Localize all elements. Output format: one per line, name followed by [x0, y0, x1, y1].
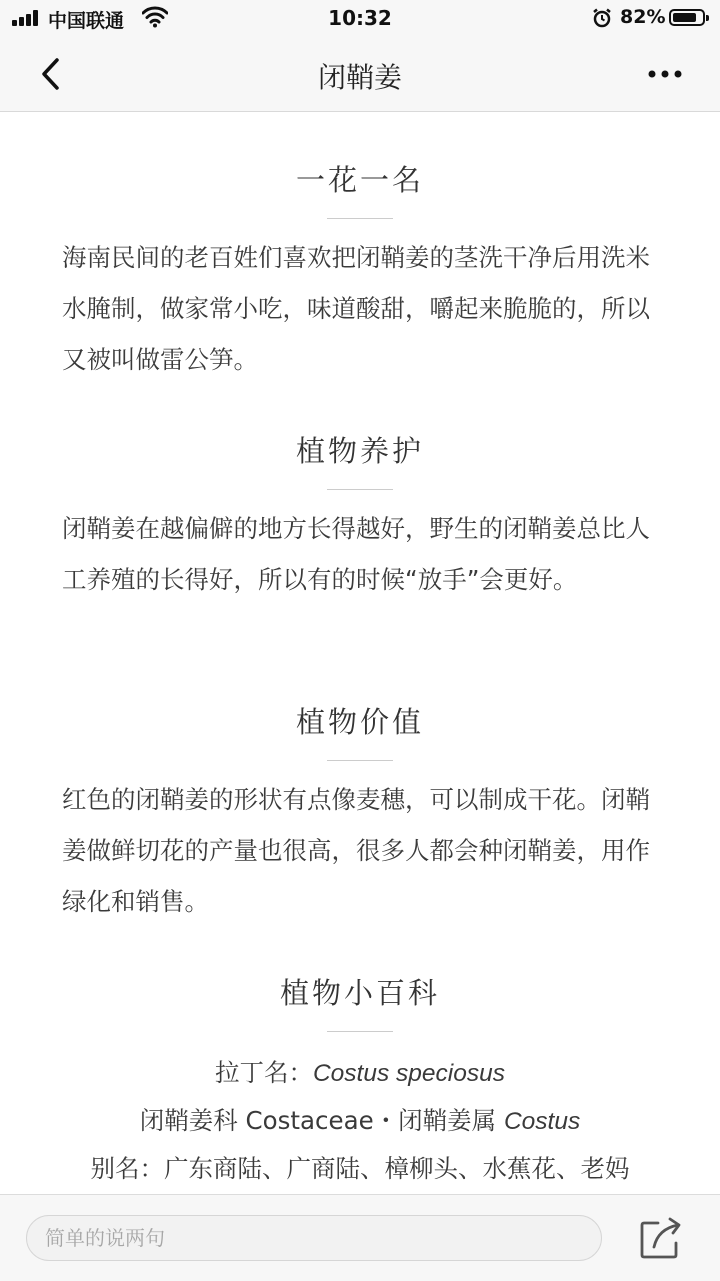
more-button[interactable] [640, 52, 690, 96]
carrier-name: 中国联通 [48, 10, 125, 32]
section-divider [327, 1031, 393, 1032]
section-paragraph: 海南民间的老百姓们喜欢把闭鞘姜的茎洗干净后用洗米水腌制，做家常小吃，味道酸甜，嚼起来脆脆的，所以又被叫做雷公笋。 [62, 243, 650, 374]
latin-name: Costus speciosus [312, 1060, 505, 1087]
genus-latin: Costus [503, 1108, 581, 1135]
battery-fill [673, 13, 696, 22]
article-content[interactable] [0, 112, 720, 1194]
battery-percent: 82% [620, 6, 666, 28]
back-button[interactable] [30, 52, 74, 96]
page-title: 闭鞘姜 [317, 61, 402, 94]
section-divider [327, 489, 393, 490]
bottom-bar [0, 1194, 720, 1281]
section-title: 一花一名 [295, 163, 424, 197]
family-label: 闭鞘姜科 Costaceae・闭鞘姜属 [139, 1106, 497, 1135]
clock-time: 10:32 [328, 6, 392, 30]
section-paragraph: 闭鞘姜在越偏僻的地方长得越好，野生的闭鞘姜总比人工养殖的长得好，所以有的时候“放手”会更好。 [62, 514, 650, 594]
alarm-icon [592, 8, 612, 28]
battery-icon [669, 9, 705, 26]
latin-name-line [0, 1054, 720, 1089]
more-dots-icon [640, 52, 690, 96]
section-title: 植物小百科 [279, 976, 440, 1010]
section-divider [327, 218, 393, 219]
comment-input[interactable]: 简单的说两句 [26, 1215, 602, 1261]
share-button[interactable] [636, 1213, 688, 1263]
section-paragraph: 红色的闭鞘姜的形状有点像麦穗，可以制成干花。闭鞘姜做鲜切花的产量也很高，很多人都会种闭鞘姜，用作绿化和销售。 [62, 785, 650, 916]
section-title: 植物养护 [295, 434, 424, 468]
nav-bar [0, 36, 720, 112]
latin-name-label: 拉丁名： [214, 1058, 313, 1087]
share-icon [636, 1213, 688, 1263]
section-divider [327, 760, 393, 761]
family-genus-line [0, 1102, 720, 1137]
section-title: 植物价值 [295, 705, 424, 739]
back-arrow-icon [30, 52, 74, 96]
status-bar [0, 0, 720, 36]
alias-line: 别名：广东商陆、广商陆、樟柳头、水蕉花、老妈 [90, 1154, 630, 1183]
